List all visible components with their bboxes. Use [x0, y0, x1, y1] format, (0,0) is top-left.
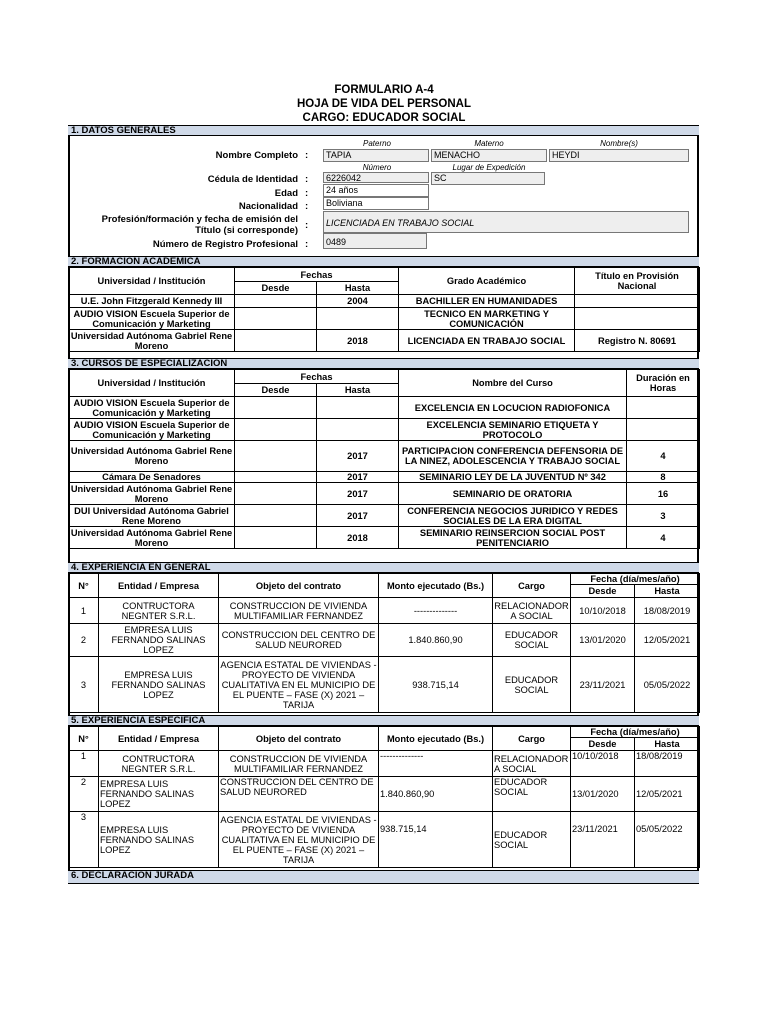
cell-entidad: CONTRUCTORA NEGNTER S.R.L.: [99, 598, 219, 624]
cell-horas: 16: [627, 483, 700, 505]
registro-field[interactable]: 0489: [323, 233, 427, 249]
colon: :: [305, 220, 309, 231]
label-profesion-line1: Profesión/formación y fecha de emisión del: [101, 214, 298, 225]
header-fecha: Fecha (día/mes/año): [571, 727, 700, 738]
cell-hasta: 12/05/2021: [635, 624, 700, 657]
nacionalidad-field[interactable]: Boliviana: [323, 197, 429, 210]
table-row: [69, 505, 700, 527]
cell-cargo: EDUCADOR SOCIAL: [493, 777, 571, 812]
colon: :: [305, 150, 309, 161]
header-duracion: Duración en Horas: [627, 370, 700, 397]
cell-cargo: EDUCADOR SOCIAL: [493, 624, 571, 657]
colon: :: [305, 201, 309, 212]
cell-cargo: RELACIONADOR A SOCIAL: [493, 751, 571, 777]
header-monto: Monto ejecutado (Bs.): [379, 574, 493, 598]
cell-horas: [627, 397, 700, 419]
cell-hasta: 18/08/2019: [635, 598, 700, 624]
label-nacionalidad: Nacionalidad: [238, 201, 298, 212]
cell-institucion: Universidad Autónoma Gabriel Rene Moreno: [69, 527, 235, 549]
header-cargo: Cargo: [493, 574, 571, 598]
header-hasta: Hasta: [317, 384, 399, 397]
cell-hasta: 2004: [317, 295, 399, 308]
table-row: [69, 483, 700, 505]
cell-curso: SEMINARIO REINSERCION SOCIAL POST PENITENCIARIO: [399, 527, 627, 549]
cell-desde: [235, 419, 317, 441]
table-row: [69, 397, 700, 419]
header-n: N°: [69, 574, 99, 598]
cell-desde: 23/11/2021: [571, 812, 635, 868]
cell-monto: 938.715,14: [379, 812, 493, 868]
paterno-field[interactable]: TAPIA: [323, 149, 429, 162]
cell-institucion: Universidad Autónoma Gabriel Rene Moreno: [69, 330, 235, 352]
cell-cargo: RELACIONADOR A SOCIAL: [493, 598, 571, 624]
cell-desde: 10/10/2018: [571, 598, 635, 624]
cell-hasta: 2018: [317, 330, 399, 352]
cell-entidad: EMPRESA LUIS FERNANDO SALINAS LOPEZ: [99, 657, 219, 713]
cell-hasta: [317, 419, 399, 441]
cell-desde: 23/11/2021: [571, 657, 635, 713]
label-profesion-line2: Título (si corresponde): [195, 225, 298, 236]
cell-curso: EXCELENCIA EN LOCUCION RADIOFONICA: [399, 397, 627, 419]
edad-field[interactable]: 24 años: [323, 184, 429, 197]
cell-desde: [235, 330, 317, 352]
cell-horas: 4: [627, 441, 700, 472]
table-row: [69, 624, 700, 657]
cell-objeto: CONSTRUCCION DE VIVIENDA MULTIFAMILIAR FERNANDEZ: [219, 751, 379, 777]
cell-cargo: EDUCADOR SOCIAL: [493, 657, 571, 713]
section-declaracion-jurada: 6. DECLARACION JURADA: [68, 870, 699, 883]
cell-institucion: Universidad Autónoma Gabriel Rene Moreno: [69, 441, 235, 472]
cell-monto: --------------: [379, 598, 493, 624]
table-row: [69, 295, 700, 308]
cell-hasta: 2017: [317, 472, 399, 483]
header-cargo: Cargo: [493, 727, 571, 751]
lugar-expedicion-field[interactable]: SC: [431, 172, 545, 185]
cell-n: 1: [69, 751, 99, 777]
cell-cargo: EDUCADOR SOCIAL: [493, 812, 571, 868]
experiencia-general-table: [68, 573, 700, 713]
header-entidad: Entidad / Empresa: [99, 727, 219, 751]
header-objeto: Objeto del contrato: [219, 574, 379, 598]
header-grado: Grado Académico: [399, 268, 575, 295]
cell-objeto: CONSTRUCCION DEL CENTRO DE SALUD NEURORED: [219, 777, 379, 812]
sublabel-numero: Número: [362, 163, 392, 172]
cell-grado: BACHILLER EN HUMANIDADES: [399, 295, 575, 308]
sublabel-nombres: Nombre(s): [600, 139, 638, 148]
header-hasta: Hasta: [635, 585, 700, 598]
cell-hasta: 2017: [317, 505, 399, 527]
cell-hasta: 18/08/2019: [635, 751, 700, 777]
cell-institucion: U.E. John Fitzgerald Kennedy III: [69, 295, 235, 308]
cell-entidad: CONTRUCTORA NEGNTER S.R.L.: [99, 751, 219, 777]
section-experiencia-general: 4. EXPERIENCIA EN GENERAL: [68, 562, 699, 573]
cell-n: 1: [69, 598, 99, 624]
cell-hasta: [317, 308, 399, 330]
header-n: N°: [69, 727, 99, 751]
cedula-field[interactable]: 6226042: [323, 172, 429, 183]
cell-curso: EXCELENCIA SEMINARIO ETIQUETA Y PROTOCOLO: [399, 419, 627, 441]
cell-n: 2: [69, 777, 99, 812]
cell-monto: 1.840.860,90: [379, 624, 493, 657]
cell-curso: SEMINARIO LEY DE LA JUVENTUD Nº 342: [399, 472, 627, 483]
cell-curso: CONFERENCIA NEGOCIOS JURIDICO Y REDES SOCIALES DE LA ERA DIGITAL: [399, 505, 627, 527]
materno-field[interactable]: MENACHO: [431, 149, 547, 162]
table-row: [69, 527, 700, 549]
cell-institucion: AUDIO VISION Escuela Superior de Comunicación y Marketing: [69, 419, 235, 441]
cell-grado: LICENCIADA EN TRABAJO SOCIAL: [399, 330, 575, 352]
cell-objeto: CONSTRUCCION DEL CENTRO DE SALUD NEURORED: [219, 624, 379, 657]
cell-desde: [235, 441, 317, 472]
sublabel-paterno: Paterno: [362, 139, 392, 148]
label-nombre-completo: Nombre Completo: [215, 150, 298, 161]
colon: :: [305, 239, 309, 250]
colon: :: [305, 174, 309, 185]
header-fecha: Fecha (día/mes/año): [571, 574, 700, 585]
table-row: [69, 751, 700, 777]
cell-desde: [235, 505, 317, 527]
sublabel-lugar: Lugar de Expedición: [452, 163, 526, 172]
cell-institucion: Universidad Autónoma Gabriel Rene Moreno: [69, 483, 235, 505]
experiencia-especifica-table: [68, 726, 700, 868]
sublabel-materno: Materno: [474, 139, 504, 148]
cell-hasta: 12/05/2021: [635, 777, 700, 812]
cell-desde: [235, 295, 317, 308]
table-row: [69, 308, 700, 330]
header-universidad: Universidad / Institución: [69, 370, 235, 397]
cell-n: 3: [69, 812, 99, 868]
header-desde: Desde: [571, 585, 635, 598]
form-title: FORMULARIO A-4: [334, 84, 434, 96]
cell-hasta: 2017: [317, 483, 399, 505]
cell-hasta: [317, 397, 399, 419]
section-formacion-academica: 2. FORMACION ACADEMICA: [68, 256, 699, 267]
form-subtitle: HOJA DE VIDA DEL PERSONAL: [296, 98, 472, 110]
cell-hasta: 05/05/2022: [635, 657, 700, 713]
cell-titulo: [575, 295, 700, 308]
header-universidad: Universidad / Institución: [69, 268, 235, 295]
header-fechas: Fechas: [235, 268, 399, 282]
cell-horas: 3: [627, 505, 700, 527]
cell-n: 3: [69, 657, 99, 713]
cell-titulo: [575, 308, 700, 330]
cell-entidad: EMPRESA LUIS FERNANDO SALINAS LOPEZ: [99, 777, 219, 812]
cell-titulo: Registro N. 80691: [575, 330, 700, 352]
cell-institucion: Cámara De Senadores: [69, 472, 235, 483]
header-curso: Nombre del Curso: [399, 370, 627, 397]
section-cursos: 3. CURSOS DE ESPECIALIZACION: [68, 358, 699, 369]
cell-desde: [235, 397, 317, 419]
cell-desde: 13/01/2020: [571, 777, 635, 812]
colon: :: [305, 188, 309, 199]
cell-horas: 4: [627, 527, 700, 549]
table-row: [69, 441, 700, 472]
table-row: [69, 812, 700, 868]
cell-hasta: 2017: [317, 441, 399, 472]
cell-institucion: AUDIO VISION Escuela Superior de Comunicación y Marketing: [69, 308, 235, 330]
cell-hasta: 05/05/2022: [635, 812, 700, 868]
header-monto: Monto ejecutado (Bs.): [379, 727, 493, 751]
header-objeto: Objeto del contrato: [219, 727, 379, 751]
cell-grado: TECNICO EN MARKETING Y COMUNICACIÓN: [399, 308, 575, 330]
cell-desde: [235, 472, 317, 483]
cell-monto: 1.840.860,90: [379, 777, 493, 812]
cell-n: 2: [69, 624, 99, 657]
cell-curso: PARTICIPACION CONFERENCIA DEFENSORIA DE LA NINEZ, ADOLESCENCIA Y TRABAJO SOCIAL: [399, 441, 627, 472]
table-row: [69, 419, 700, 441]
cell-curso: SEMINARIO DE ORATORIA: [399, 483, 627, 505]
header-hasta: Hasta: [317, 282, 399, 295]
cell-hasta: 2018: [317, 527, 399, 549]
table-row: [69, 657, 700, 713]
header-hasta: Hasta: [635, 738, 700, 751]
cell-horas: 8: [627, 472, 700, 483]
cell-institucion: AUDIO VISION Escuela Superior de Comunicación y Marketing: [69, 397, 235, 419]
table-row: [69, 777, 700, 812]
label-registro-profesional: Número de Registro Profesional: [152, 239, 298, 250]
cell-institucion: DUI Universidad Autónoma Gabriel Rene Moreno: [69, 505, 235, 527]
header-desde: Desde: [235, 282, 317, 295]
table-row: [69, 598, 700, 624]
header-entidad: Entidad / Empresa: [99, 574, 219, 598]
cell-objeto: AGENCIA ESTATAL DE VIVIENDAS - PROYECTO DE VIVIENDA CUALITATIVA EN EL MUNICIPIO DE EL PUENTE – FASE (X) 2021 – TARIJA: [219, 657, 379, 713]
cell-monto: --------------: [379, 751, 493, 777]
cell-entidad: EMPRESA LUIS FERNANDO SALINAS LOPEZ: [99, 812, 219, 868]
profesion-field[interactable]: LICENCIADA EN TRABAJO SOCIAL: [323, 211, 689, 233]
table-row: [69, 330, 700, 352]
nombres-field[interactable]: HEYDI: [549, 149, 689, 162]
formacion-table: [68, 267, 700, 352]
label-cedula: Cédula de Identidad: [207, 174, 298, 185]
section-datos-generales: 1. DATOS GENERALES: [68, 125, 699, 136]
section-experiencia-especifica: 5. EXPERIENCIA ESPECIFICA: [68, 715, 699, 726]
cell-monto: 938.715,14: [379, 657, 493, 713]
cell-desde: 13/01/2020: [571, 624, 635, 657]
cell-objeto: AGENCIA ESTATAL DE VIVIENDAS - PROYECTO DE VIVIENDA CUALITATIVA EN EL MUNICIPIO DE EL PUENTE – FASE (X) 2021 – TARIJA: [219, 812, 379, 868]
cell-desde: [235, 483, 317, 505]
cell-desde: 10/10/2018: [571, 751, 635, 777]
form-position: CARGO: EDUCADOR SOCIAL: [302, 112, 466, 124]
header-desde: Desde: [235, 384, 317, 397]
table-row: [69, 472, 700, 483]
cell-objeto: CONSTRUCCION DE VIVIENDA MULTIFAMILIAR FERNANDEZ: [219, 598, 379, 624]
cell-desde: [235, 308, 317, 330]
cursos-table: [68, 369, 700, 549]
header-titulo: Título en Provisión Nacional: [575, 268, 700, 295]
cell-horas: [627, 419, 700, 441]
header-fechas: Fechas: [235, 370, 399, 384]
label-edad: Edad: [274, 188, 298, 199]
header-desde: Desde: [571, 738, 635, 751]
cell-desde: [235, 527, 317, 549]
cell-entidad: EMPRESA LUIS FERNANDO SALINAS LOPEZ: [99, 624, 219, 657]
